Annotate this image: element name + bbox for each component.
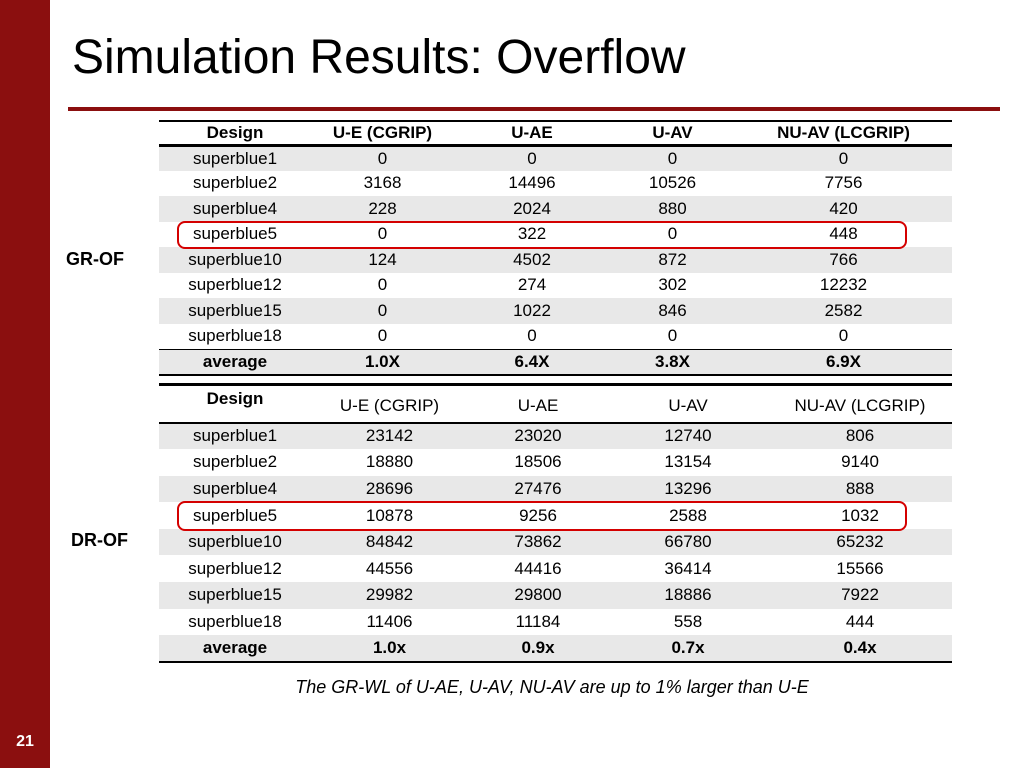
value-cell: 11406: [366, 611, 413, 631]
value-cell: 13154: [664, 452, 712, 472]
value-cell: 9140: [841, 452, 879, 472]
column-header: U-AE: [468, 385, 608, 423]
column-header: NU-AV (LCGRIP): [768, 385, 952, 423]
value-cell: 3168: [363, 173, 402, 193]
value-cell: 1022: [454, 298, 610, 324]
value-cell: 0: [838, 326, 849, 345]
dr-of-label: DR-OF: [71, 530, 128, 550]
value-cell: 888: [768, 476, 952, 503]
design-cell: superblue10: [159, 529, 311, 556]
value-cell: 12740: [608, 423, 768, 450]
column-header: U-E (CGRIP): [311, 121, 454, 145]
value-cell: 0: [610, 145, 735, 171]
value-cell: 14496: [508, 173, 556, 193]
design-cell: superblue10: [159, 247, 311, 273]
design-cell: superblue5: [192, 505, 278, 525]
design-column-header: Design: [159, 385, 311, 423]
value-cell: 228: [311, 196, 454, 222]
value-cell: 9256: [519, 505, 557, 525]
value-cell: 12232: [819, 275, 868, 295]
design-cell: superblue5: [192, 224, 278, 244]
value-cell: 420: [735, 196, 952, 222]
table-row: [159, 273, 952, 299]
table-row: [159, 171, 952, 197]
table-row: [159, 247, 952, 273]
value-cell: 0: [735, 145, 952, 171]
value-cell: 880: [610, 196, 735, 222]
value-cell: 0: [454, 145, 610, 171]
table-row: [159, 582, 952, 609]
table-row: [159, 423, 952, 450]
value-cell: 766: [735, 247, 952, 273]
value-cell: 23020: [468, 423, 608, 450]
value-cell: 11184: [515, 611, 561, 631]
average-value: 3.8X: [610, 349, 735, 375]
value-cell: 872: [610, 247, 735, 273]
dr-superblue5-highlight: [177, 501, 907, 531]
value-cell: 1032: [841, 505, 879, 525]
value-cell: 0: [311, 298, 454, 324]
value-cell: 274: [517, 275, 547, 295]
value-cell: 73862: [468, 529, 608, 556]
gr-superblue5-highlight: [177, 221, 907, 249]
average-value: 0.9x: [468, 635, 608, 662]
value-cell: 0: [667, 326, 678, 345]
average-value: 1.0x: [311, 635, 468, 662]
value-cell: 558: [673, 611, 703, 631]
value-cell: 15566: [836, 558, 884, 578]
value-cell: 66780: [608, 529, 768, 556]
value-cell: 124: [311, 247, 454, 273]
table-row: [159, 324, 952, 350]
title-underline: [68, 107, 1000, 111]
value-cell: 84842: [311, 529, 468, 556]
value-cell: 806: [768, 423, 952, 450]
design-cell: superblue4: [159, 196, 311, 222]
value-cell: 0: [377, 326, 388, 345]
page-number: 21: [16, 733, 34, 750]
table-row: [159, 449, 952, 476]
table-row: [159, 529, 952, 556]
design-cell: superblue15: [159, 582, 311, 609]
value-cell: 28696: [311, 476, 468, 503]
value-cell: 10526: [648, 173, 697, 193]
design-cell: superblue2: [192, 452, 278, 472]
average-value: 1.0X: [311, 349, 454, 375]
table-row: [159, 145, 952, 171]
design-cell: superblue12: [188, 558, 282, 578]
table-row: [159, 555, 952, 582]
value-cell: 0: [527, 326, 537, 345]
average-value: 6.4X: [454, 349, 610, 375]
design-cell: superblue1: [159, 145, 311, 171]
column-header: U-E (CGRIP): [311, 385, 468, 423]
average-label: average: [159, 635, 311, 662]
value-cell: 10878: [365, 505, 414, 525]
column-header: U-AE: [454, 121, 610, 145]
value-cell: 29800: [468, 582, 608, 609]
value-cell: 44556: [365, 558, 414, 578]
average-value: 0.4x: [768, 635, 952, 662]
table-header-row: [159, 121, 952, 145]
design-cell: superblue1: [159, 423, 311, 450]
value-cell: 0: [377, 224, 388, 244]
average-row: [159, 349, 952, 375]
value-cell: 13296: [608, 476, 768, 503]
design-cell: superblue15: [159, 298, 311, 324]
average-value: 6.9X: [735, 349, 952, 375]
value-cell: 444: [845, 611, 875, 631]
value-cell: 18506: [514, 452, 562, 472]
column-header: NU-AV (LCGRIP): [735, 121, 952, 145]
design-cell: superblue4: [159, 476, 311, 503]
value-cell: 29982: [311, 582, 468, 609]
table-row: [159, 196, 952, 222]
column-header: U-AV: [608, 385, 768, 423]
value-cell: 36414: [664, 558, 712, 578]
value-cell: 18880: [365, 452, 414, 472]
design-cell: superblue18: [188, 611, 282, 631]
design-column-header: Design: [159, 121, 311, 145]
table-row: [159, 476, 952, 503]
value-cell: 65232: [768, 529, 952, 556]
gr-of-label: GR-OF: [66, 249, 124, 269]
average-value: 0.7x: [608, 635, 768, 662]
value-cell: 44416: [514, 558, 562, 578]
value-cell: 0: [667, 224, 678, 244]
design-cell: superblue12: [188, 275, 282, 295]
value-cell: 23142: [311, 423, 468, 450]
value-cell: 2024: [454, 196, 610, 222]
value-cell: 846: [610, 298, 735, 324]
design-cell: superblue18: [188, 326, 282, 345]
value-cell: 0: [377, 275, 388, 295]
value-cell: 302: [658, 275, 687, 295]
column-header: U-AV: [610, 121, 735, 145]
average-row: [159, 635, 952, 662]
caption: The GR-WL of U-AE, U-AV, NU-AV are up to 1% larger than U-E: [295, 677, 809, 697]
value-cell: 18886: [608, 582, 768, 609]
design-cell: superblue2: [192, 173, 278, 193]
value-cell: 0: [311, 145, 454, 171]
value-cell: 2582: [735, 298, 952, 324]
value-cell: 7756: [824, 173, 863, 193]
table-row: [159, 609, 952, 636]
slide-title: Simulation Results: Overflow: [72, 31, 686, 84]
value-cell: 7922: [768, 582, 952, 609]
value-cell: 322: [517, 224, 547, 244]
value-cell: 2588: [669, 505, 707, 525]
average-label: average: [159, 349, 311, 375]
value-cell: 448: [829, 224, 858, 244]
value-cell: 4502: [454, 247, 610, 273]
table-header-row: [159, 385, 952, 423]
value-cell: 27476: [468, 476, 608, 503]
table-row: [159, 298, 952, 324]
sidebar-bar: [0, 0, 50, 768]
